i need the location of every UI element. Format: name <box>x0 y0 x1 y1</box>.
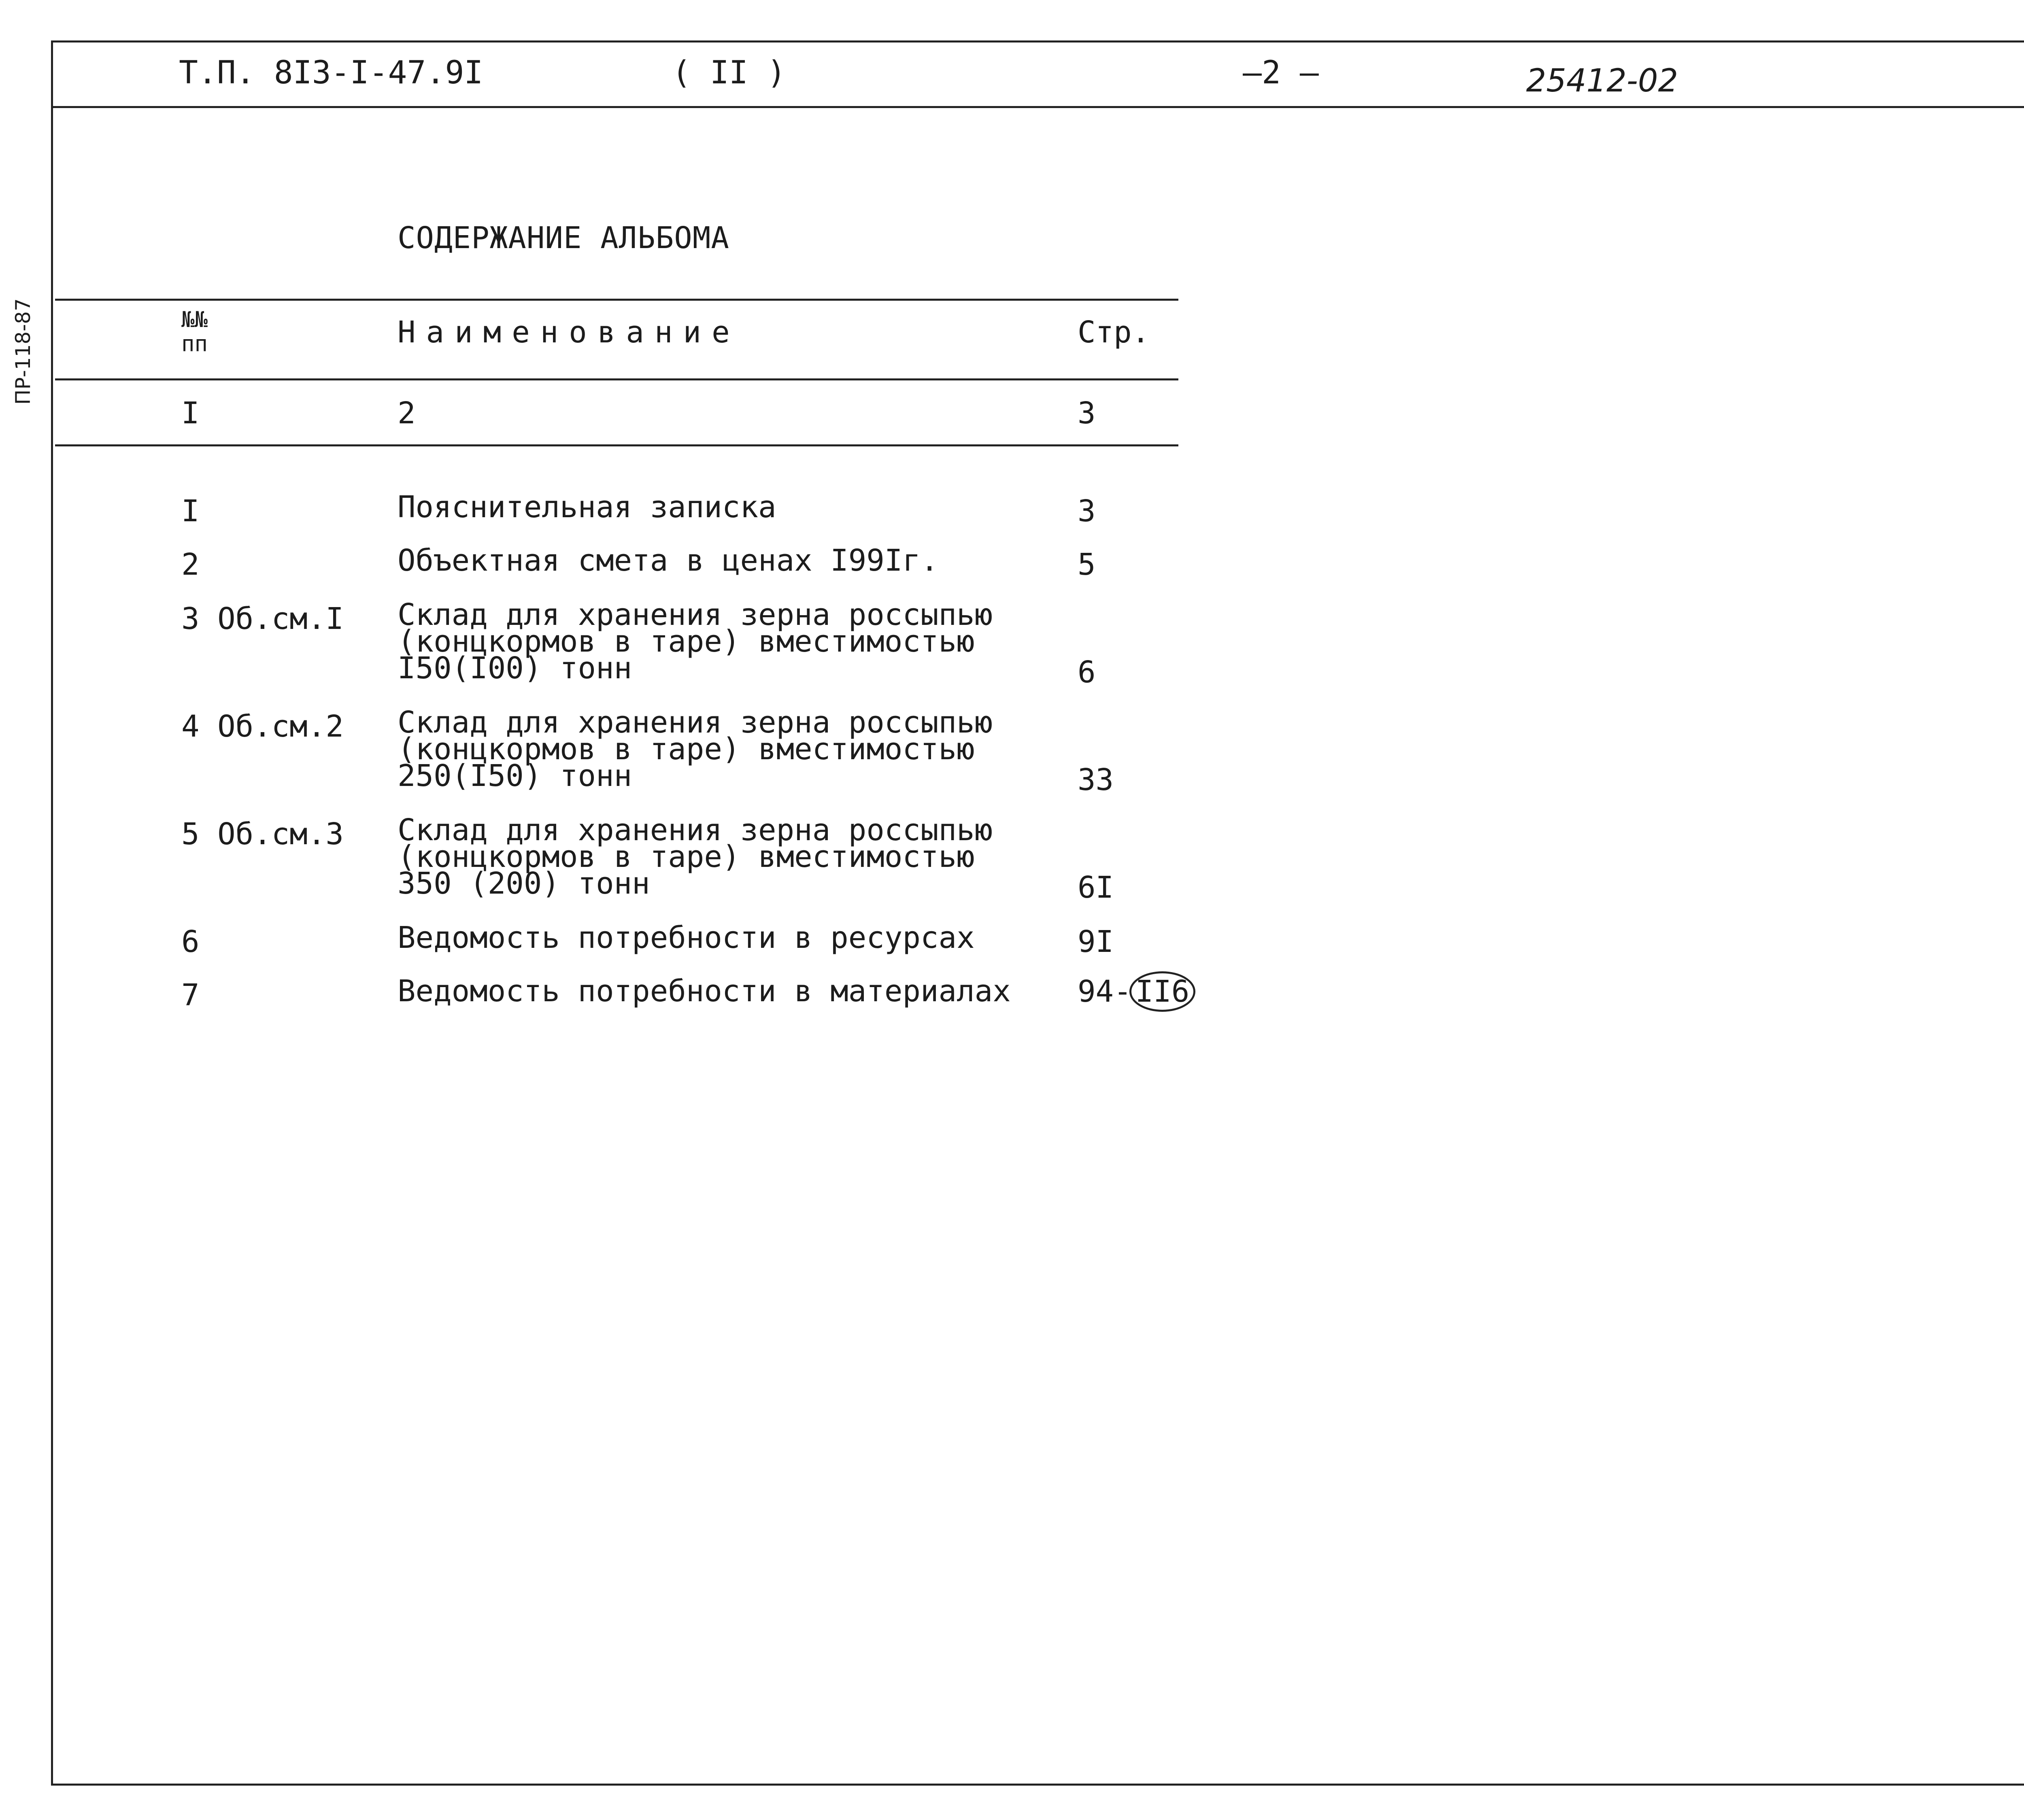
table-row-num: 5 Об.см.3 <box>181 817 344 852</box>
document-code: Т.П. 8I3-I-47.9I <box>179 55 483 91</box>
table-row-name: Склад для хранения зерна россыпью (концкормов в таре) вместимостью 350 (200) тонн <box>398 813 993 901</box>
header-divider <box>51 106 2024 108</box>
table-top-rule <box>55 299 1178 301</box>
table-row-page: 6I <box>1078 870 1114 905</box>
page-number: —2 — <box>1243 55 1319 91</box>
table-row-num: 4 Об.см.2 <box>181 709 344 744</box>
table-row-name: Склад для хранения зерна россыпью (концкормов в таре) вместимостью I50(I00) тонн <box>398 597 993 686</box>
table-row-page: 5 <box>1078 547 1096 582</box>
page-frame <box>51 40 2024 1786</box>
column-index-3: 3 <box>1078 396 1096 431</box>
margin-stamp: ПР-118-87 <box>11 298 35 405</box>
column-index-1: I <box>181 396 200 431</box>
handwritten-doc-number: 25412-02 <box>1526 63 1678 99</box>
table-row-num: 6 <box>181 924 200 959</box>
table-row-name: Пояснительная записка <box>398 490 776 525</box>
table-row-page: 33 <box>1078 762 1114 797</box>
table-row-num: 2 <box>181 547 200 582</box>
column-index-2: 2 <box>398 396 416 431</box>
album-contents-title: СОДЕРЖАНИЕ АЛЬБОМА <box>398 221 729 255</box>
table-row-name: Склад для хранения зерна россыпью (концкормов в таре) вместимостью 250(I50) тонн <box>398 705 993 793</box>
table-row-num: 7 <box>181 978 200 1013</box>
table-row-name: Объектная смета в ценах I99Iг. <box>398 543 939 578</box>
table-row-name: Ведомость потребности в ресурсах <box>398 920 975 955</box>
column-header-number-label: №№ пп <box>181 307 208 357</box>
table-index-rule <box>55 444 1178 446</box>
sheet-mark: ( II ) <box>672 55 786 91</box>
circled-page-end: II6 <box>1129 971 1196 1012</box>
table-row-page: 9I <box>1078 924 1114 959</box>
page-range-start: 94- <box>1078 974 1132 1009</box>
table-row-name: Ведомость потребности в материалах <box>398 974 1011 1009</box>
column-header-page: Стр. <box>1078 315 1150 350</box>
table-row-page: 3 <box>1078 494 1096 529</box>
column-header-name: Наименование <box>398 315 740 350</box>
table-row-num: I <box>181 494 200 529</box>
table-row-num: 3 Об.см.I <box>181 601 344 636</box>
column-header-number <box>181 308 208 356</box>
table-row-page: 6 <box>1078 655 1096 690</box>
table-row-page <box>1078 971 1195 1012</box>
table-header-rule <box>55 378 1178 380</box>
